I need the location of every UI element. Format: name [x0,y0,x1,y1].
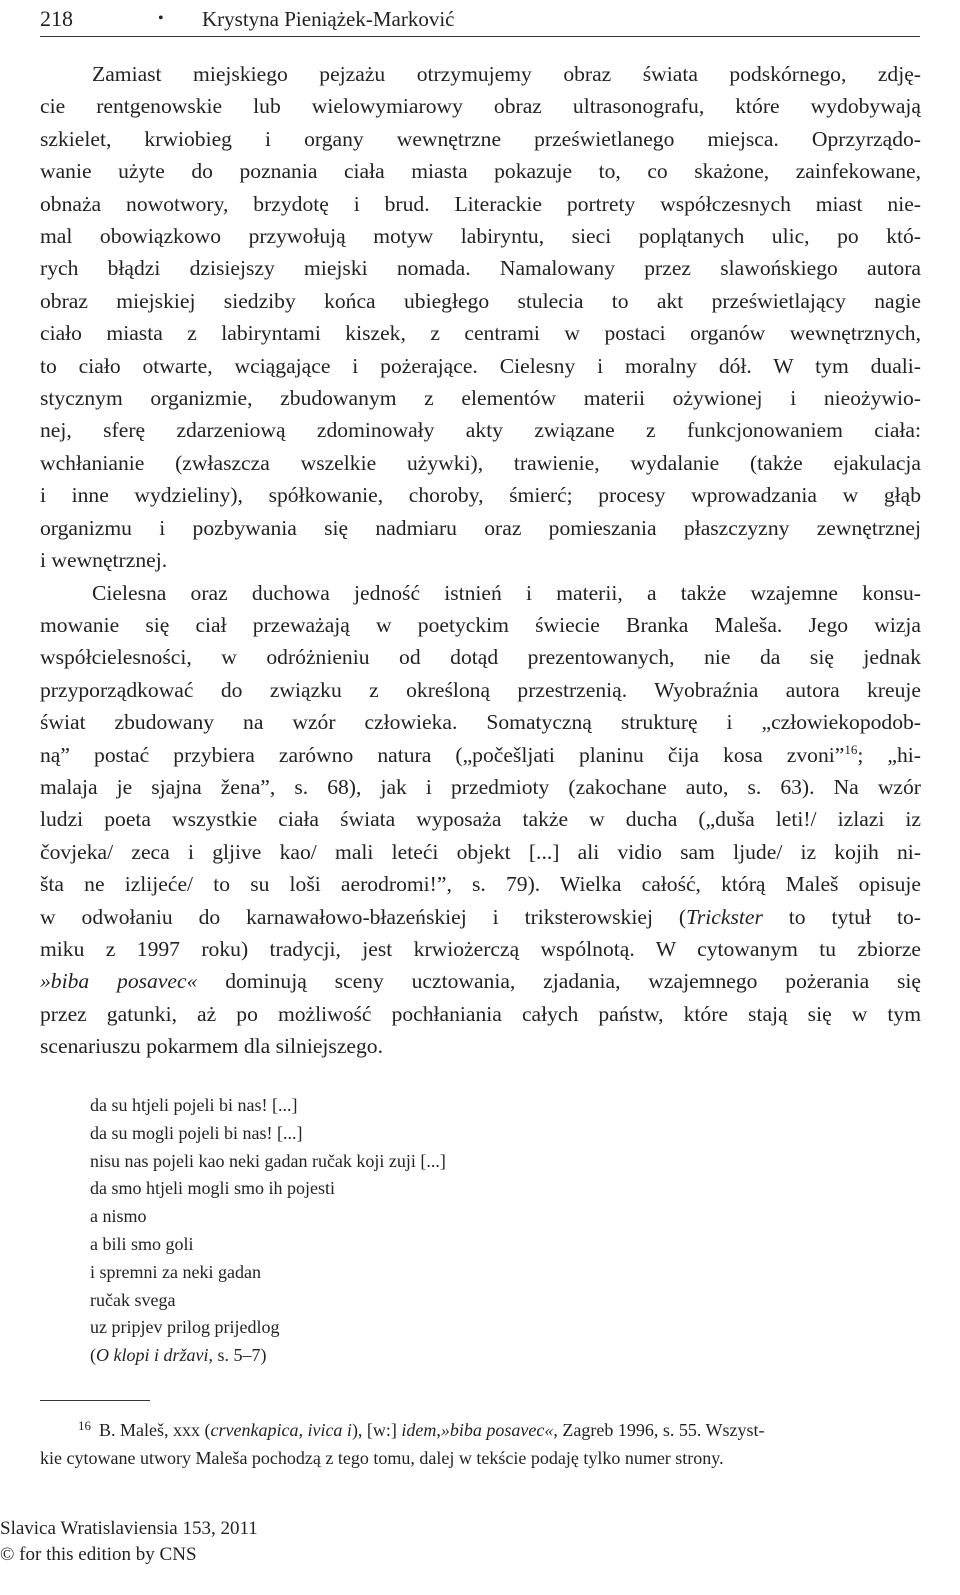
text-line: współcielesności, w odróżnieniu od dotąd prezentowanych, nie da się jednak [40,645,921,670]
text-line: cie rentgenowskie lub wielowymiarowy obraz ultrasonografu, które wydobywają [40,94,921,119]
text-segment: ; „hi- [857,742,921,767]
text-line: ludzi poeta wszystkie ciała świata wyposaża także w ducha („duša leti!/ izlazi iz [40,807,921,832]
text-line: scenariuszu pokarmem dla silniejszego. [40,1034,383,1059]
text-segment: B. Maleš, xxx ( [99,1420,211,1440]
italic-title: crvenkapica, ivica i [210,1420,352,1440]
italic-title: »biba posavec« [440,1420,554,1440]
footnote-rule [40,1400,150,1401]
footnote-line [40,1412,921,1444]
footnote [40,1412,921,1472]
header-author: Krystyna Pieniążek-Marković [202,7,455,31]
copyright-notice: © for this edition by CNS [0,1544,197,1565]
text-line [40,901,921,933]
text-line: mal obowiązkowo przywołują motyw labiryntu, sieci poplątanych ulic, po któ- [40,224,921,249]
poem-line: nisu nas pojeli kao neki gadan ručak koji zuji [...] [90,1150,446,1171]
text-line: šta ne izlijeće/ to su loši aerodromi!”, s. 79). Wielka całość, którą Maleš opisuje [40,872,921,897]
text-line: mowanie się ciał przeważają w poetyckim świecie Branka Maleša. Jego wizja [40,612,921,637]
text-line: przyporządkować do związku z określoną przestrzenią. Wyobraźnia autora kreuje [40,677,921,702]
poem-line: da su mogli pojeli bi nas! [...] [90,1122,303,1143]
page-number: 218 [40,6,73,31]
body-text [40,58,921,1063]
text-line: i wewnętrznej. [40,548,168,573]
poem-line: ručak svega [90,1289,176,1310]
poem-line: a nismo [90,1206,147,1227]
source-open: ( [90,1345,96,1366]
text-segment: to tytuł to- [762,904,921,929]
text-line: to ciało otwarte, wciągające i pożerające. Cielesny i moralny dół. W tym duali- [40,353,921,378]
poem-line: i spremni za neki gadan [90,1261,261,1282]
text-line: wanie użyte do poznania ciała miasta pokazuje to, co skażone, zainfekowane, [40,159,921,184]
text-line: przez gatunki, aż po możliwość pochłaniania całych państw, które stają się w tym [40,1001,921,1026]
footnote-reference: 16 [844,741,858,757]
text-line: obraz miejskiej siedziby końca ubiegłego stulecia to akt prześwietlający nagie [40,288,921,313]
italic-title: Trickster [686,904,763,929]
footnote-line: kie cytowane utwory Maleša pochodzą z tego tomu, dalej w tekście podaję tylko numer strony. [40,1448,724,1468]
publication-footer [0,1516,258,1568]
text-line: organizmu i pozbywania się nadmiaru oraz pomieszania płaszczyzny zewnętrznej [40,515,921,540]
source-pages: , s. 5–7) [208,1345,267,1366]
running-header [40,4,920,34]
journal-citation: Slavica Wratislaviensia 153, 2011 [0,1518,258,1539]
text-line: obnaża nowotwory, brzydotę i brud. Literackie portrety współczesnych miast nie- [40,191,921,216]
text-line: malaja je sjajna žena”, s. 68), jak i przedmioty (zakochane auto, s. 63). Na wzór [40,774,921,799]
poem-line: a bili smo goli [90,1233,194,1254]
text-line: stycznym organizmie, zbudowanym z elementów materii ożywionej i nieożywio- [40,386,921,411]
text-line: miku z 1997 roku) tradycji, jest krwiożerczą wspólnotą. W cytowanym tu zbiorze [40,936,921,961]
text-line: szkielet, krwiobieg i organy wewnętrzne prześwietlanego miejsca. Oprzyrządo- [40,126,921,151]
poem-line: da su htjeli pojeli bi nas! [...] [90,1095,298,1115]
source-title: O klopi i državi [96,1345,209,1366]
text-segment: ną” postać przybiera zarówno natura („počešljati planinu čija kosa zvoni” [40,742,845,767]
text-line: wchłanianie (zwłaszcza wszelkie używki), trawienie, wydalanie (także ejakulacja [40,450,921,475]
text-segment: w odwołaniu do karnawałowo-błazeńskiej i triksterowskiej ( [40,904,687,929]
text-line: rych błądzi dzisiejszy miejski nomada. Namalowany przez slawońskiego autora [40,256,921,281]
poem-lines [90,1092,446,1342]
text-segment: , [436,1420,441,1440]
paragraph-1 [40,58,921,577]
header-bullet: • [158,10,164,27]
text-line: Zamiast miejskiego pejzażu otrzymujemy obraz świata podskórnego, zdję- [92,62,921,86]
text-line: čovjeka/ zeca i gljive kao/ mali leteći objekt [...] ali vidio sam ljude/ iz kojih ni- [40,839,921,864]
text-line [40,965,921,997]
poem-line: uz pripjev prilog prijedlog [90,1317,280,1338]
text-line: świat zbudowany na wzór człowieka. Somatyczną strukturę i „człowiekopodob- [40,710,921,735]
text-line: nej, sferę zdarzeniową zdominowały akty związane z funkcjonowaniem ciała: [40,418,921,443]
text-segment: , Zagreb 1996, s. 55. Wszyst- [553,1420,765,1440]
text-line: i inne wydzieliny), spółkowanie, choroby, śmierć; procesy wprowadzania w głąb [40,483,921,508]
poem-quotation [90,1092,446,1370]
text-line: ciało miasta z labiryntami kiszek, z centrami w postaci organów wewnętrznych, [40,321,921,346]
header-rule [40,36,920,37]
footnote-number: 16 [78,1418,91,1433]
paragraph-2 [40,577,921,1063]
text-segment: dominują sceny ucztowania, zjadania, wzajemnego pożerania się [197,969,922,994]
poem-source [90,1342,446,1370]
poem-line: da smo htjeli mogli smo ih pojesti [90,1178,335,1199]
text-line [40,739,921,771]
italic-text: idem [401,1420,437,1440]
text-segment: ), [w:] [351,1420,402,1440]
text-line: Cielesna oraz duchowa jedność istnień i materii, a także wzajemne konsu- [92,580,921,605]
italic-title: »biba posavec« [40,969,198,994]
